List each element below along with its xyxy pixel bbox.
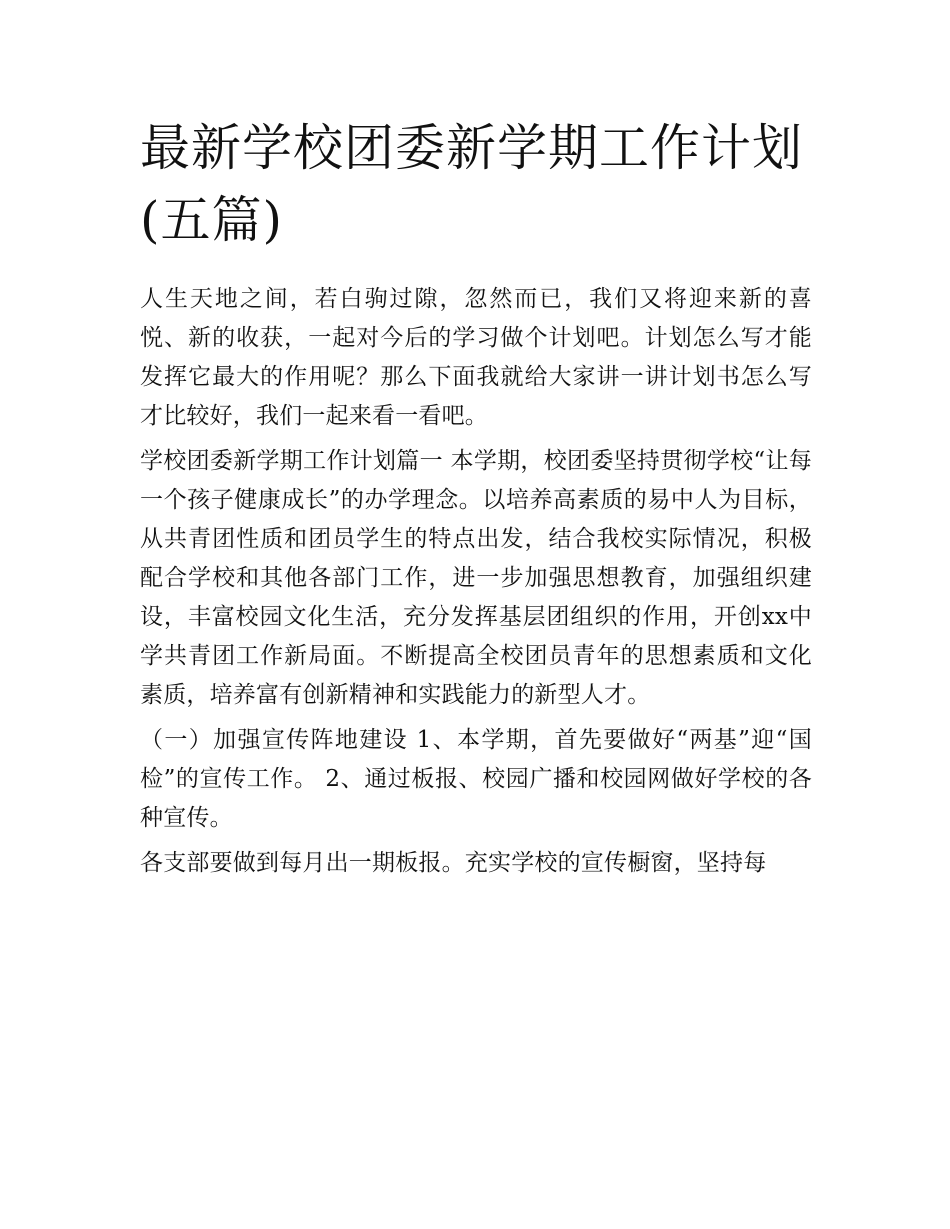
document-title: 最新学校团委新学期工作计划(五篇) [140, 119, 803, 249]
paragraph-publicity: （一）加强宣传阵地建设 1、本学期，首先要做好“两基”迎“国检”的宣传工作。 2、通过板报、校园广播和校园网做好学校的各种宣传。 [140, 727, 812, 831]
document-body [140, 280, 812, 889]
paragraph-plan-one: 学校团委新学期工作计划篇一 本学期，校团委坚持贯彻学校“让每一个孩子健康成长”的办学理念。以培养高素质的易中人为目标，从共青团性质和团员学生的特点出发，结合我校实际情况，积极配合学校和其他各部门工作，进一步加强思想教育，加强组织建设，丰富校园文化生活，充分发挥基层团组织的作用，开创xx中学共青团工作新局面。不断提高全校团员青年的思想素质和文化素质，培养富有创新精神和实践能力的新型人才。 [140, 448, 812, 708]
paragraph-intro: 人生天地之间，若白驹过隙，忽然而已，我们又将迎来新的喜悦、新的收获，一起对今后的学习做个计划吧。计划怎么写才能发挥它最大的作用呢？那么下面我就给大家讲一讲计划书怎么写才比较好，我们一起来看一看吧。 [140, 286, 812, 429]
paragraph-blackboard: 各支部要做到每月出一期板报。充实学校的宣传橱窗，坚持每 [140, 850, 767, 876]
